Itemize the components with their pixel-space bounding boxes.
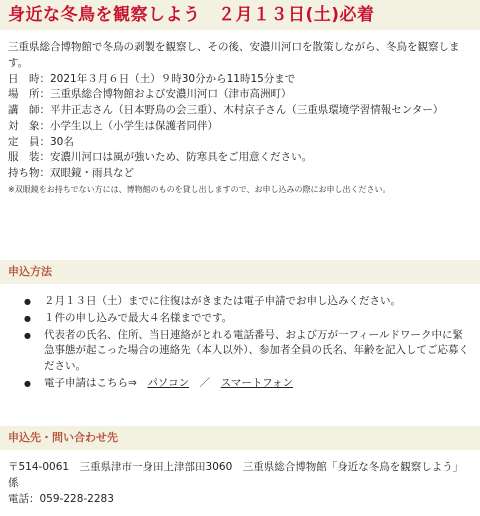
contact-heading: 申込先・問い合わせ先 [8,431,118,444]
link-separator: ／ [189,376,221,389]
apply-section [8,294,472,393]
detail-row: 対 象 ： 小学生以上（小学生は保護者同伴） [8,119,472,135]
detail-row: 定 員 ： 30名 [8,135,472,151]
contact-section [8,460,472,507]
list-item-online [8,376,472,392]
event-info [8,40,472,196]
apply-list [8,294,472,392]
detail-key: 持ち物 [8,167,40,179]
detail-key: 対 象 [8,119,40,132]
detail-row: 日 時 ： 2021年３月６日（土）９時30分から11時15分まで [8,72,472,88]
detail-key: 日 時 [8,72,40,85]
detail-row: 場 所 ： 三重県総合博物館および安濃川河口（津市高洲町） [8,87,472,103]
pc-link[interactable]: パソコン [147,376,190,389]
detail-key: 講 師 [8,104,40,116]
detail-key: 定 員 [8,135,40,148]
online-prefix: 電子申請はこちら⇒ [44,376,148,389]
contact-phone: 電話：059-228-2283 [8,492,114,505]
list-item: ● ２月１３日（土）までに往復はがきまたは電子申請でお申し込みください。 [8,294,472,310]
note-text: ※双眼鏡をお持ちでない方には、博物館のものを貸し出しますので、お申し込みの際にお申し出ください。 [8,184,391,194]
title-bar [0,0,480,30]
detail-key: 服 装 [8,151,40,164]
apply-heading: 申込方法 [8,265,52,278]
detail-value: 小学生以上（小学生は保護者同伴） [50,119,218,132]
detail-value: 2021年３月６日（土）９時30分から11時15分まで [50,72,296,85]
detail-value: 30名 [50,135,74,148]
list-item: ● 代表者の氏名、住所、当日連絡がとれる電話番号、および万が一フィールドワーク中に緊急事態が起こった場合の連絡先（本人以外）、参加者全員の氏名、年齢を記入してご応募ください。 [8,328,472,375]
detail-row: 服 装 ： 安濃川河口は風が強いため、防寒具をご用意ください。 [8,150,472,166]
contact-header [0,426,480,450]
detail-row: 講 師 ： 平井正志さん（日本野鳥の会三重）、木村京子さん（三重県環境学習情報センター） [8,103,472,119]
detail-value: 双眼鏡・雨具など [50,167,134,179]
detail-value: 三重県総合博物館および安濃川河口（津市高洲町） [50,88,292,101]
smartphone-link[interactable]: スマートフォン [220,376,294,389]
detail-row: 持ち物 ： 双眼鏡・雨具など [8,166,472,182]
detail-key: 場 所 [8,88,40,101]
detail-value: 安濃川河口は風が強いため、防寒具をご用意ください。 [50,151,313,164]
list-item: ● １件の申し込みで最大４名様までです。 [8,311,472,327]
contact-address: 〒514-0061 三重県津市一身田上津部田3060 三重県総合博物館「身近な冬鳥を観察しよう」係 [8,461,464,489]
apply-header [0,260,480,284]
page-title: 身近な冬鳥を観察しよう ２月１３日(土)必着 [8,5,375,25]
intro-text: 三重県総合博物館で冬鳥の剥製を観察し、その後、安濃川河口を散策しながら、冬鳥を観察します。 [8,41,460,69]
detail-value: 平井正志さん（日本野鳥の会三重）、木村京子さん（三重県環境学習情報センター） [50,104,444,116]
